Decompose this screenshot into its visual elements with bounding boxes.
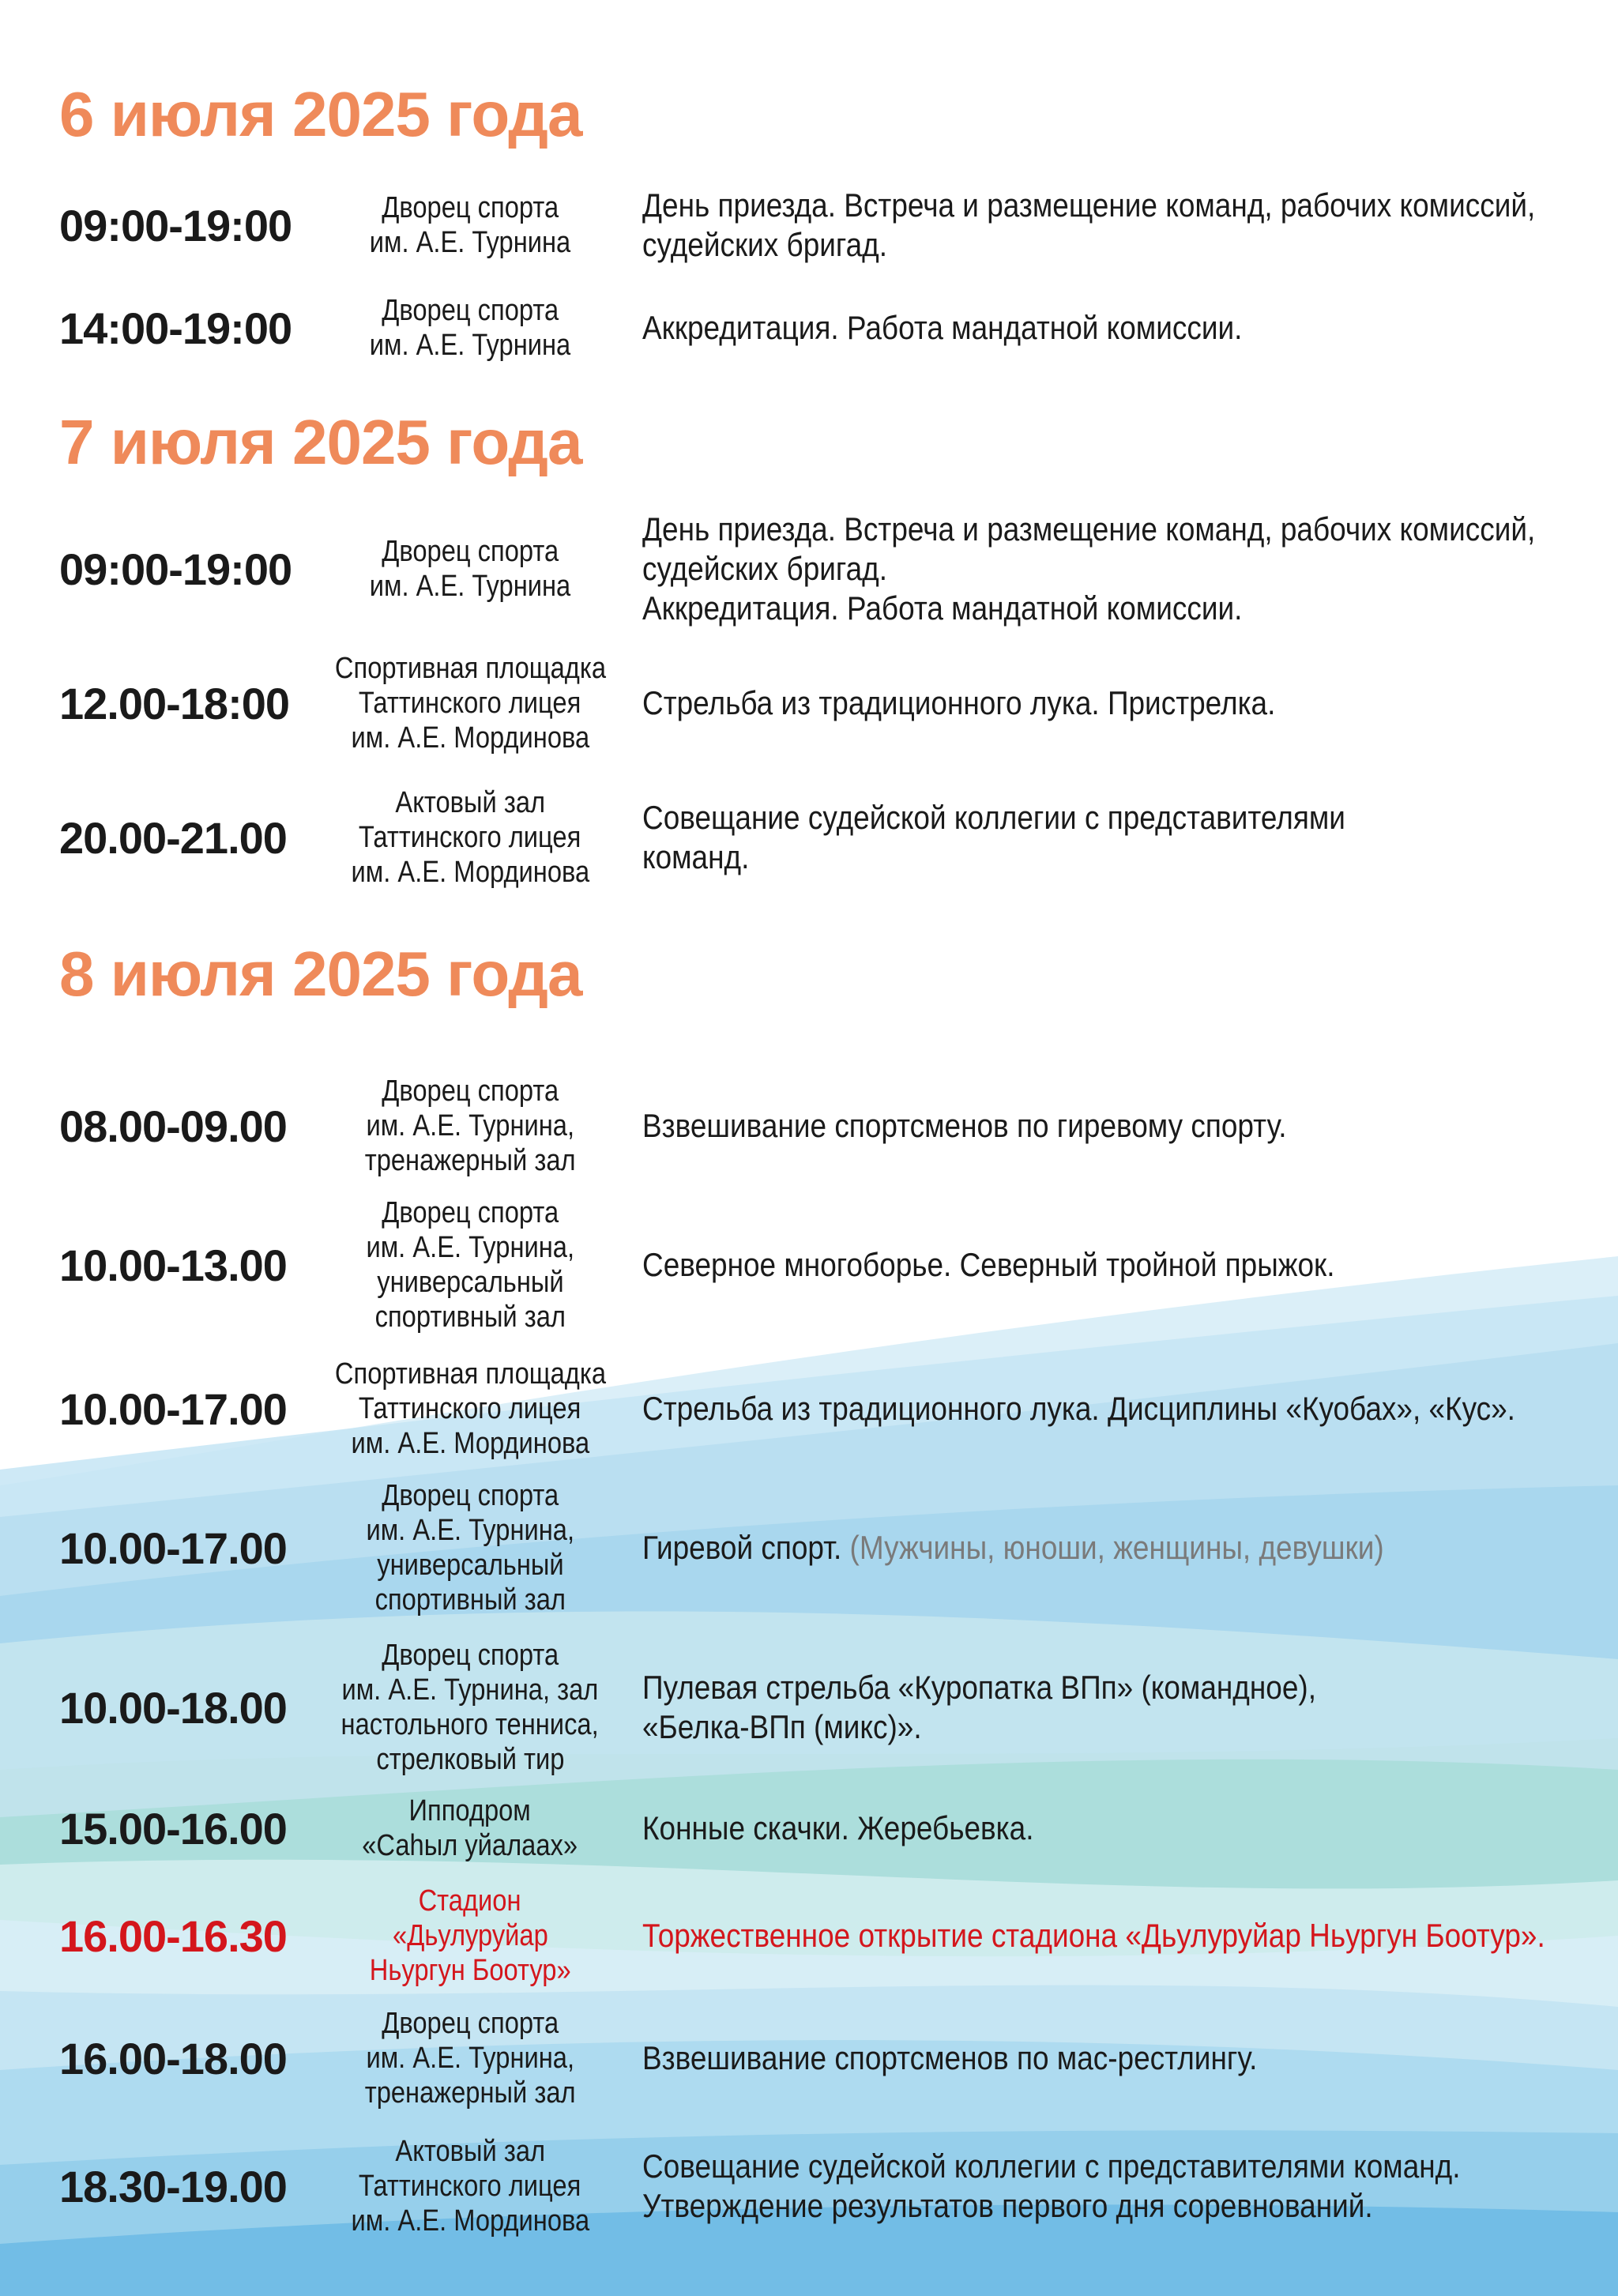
schedule-row bbox=[0, 2127, 1618, 2245]
place-line: «Саһыл уйалаах» bbox=[362, 1829, 578, 1862]
schedule-row bbox=[0, 644, 1618, 762]
schedule-row bbox=[0, 1190, 1618, 1340]
event-time: 10.00-18.00 bbox=[59, 1682, 287, 1733]
place-line: Спортивная площадка bbox=[334, 652, 606, 685]
event-place bbox=[312, 1067, 628, 1185]
place-line: Таттинского лицея bbox=[359, 2170, 581, 2203]
desc-line: Пулевая стрельба «Куропатка ВПп» (командное), bbox=[642, 1669, 1316, 1706]
desc-line: судейских бригад. bbox=[642, 226, 887, 263]
desc-line: День приезда. Встреча и размещение команд, рабочих комиссий, bbox=[642, 186, 1536, 224]
place-line: Дворец спорта bbox=[382, 1639, 559, 1672]
event-place bbox=[312, 1190, 628, 1340]
place-line: им. А.Е. Турнина, bbox=[366, 1109, 574, 1142]
event-place bbox=[312, 1999, 628, 2117]
place-line: Стадион bbox=[419, 1884, 521, 1918]
place-line: Дворец спорта bbox=[382, 1479, 559, 1512]
event-time: 18.30-19.00 bbox=[59, 2161, 287, 2211]
date-heading: 6 июля 2025 года bbox=[59, 79, 582, 149]
place-line: им. А.Е. Мординова bbox=[351, 1427, 589, 1460]
event-description bbox=[642, 506, 1590, 632]
desc-line: «Белка-ВПп (микс)». bbox=[642, 1708, 922, 1745]
place-line: Дворец спорта bbox=[382, 1196, 559, 1229]
place-line: Дворец спорта bbox=[382, 294, 559, 327]
place-line: «Дьулуруйар bbox=[392, 1919, 548, 1952]
date-heading: 8 июля 2025 года bbox=[59, 939, 582, 1009]
place-line: им. А.Е. Турнина, bbox=[366, 2042, 574, 2075]
event-time: 12.00-18:00 bbox=[59, 678, 290, 728]
event-time: 09:00-19:00 bbox=[59, 544, 292, 594]
schedule-row bbox=[0, 1473, 1618, 1623]
place-line: спортивный зал bbox=[374, 1583, 566, 1617]
event-description bbox=[642, 1190, 1590, 1340]
schedule-row bbox=[0, 1632, 1618, 1782]
place-line: Дворец спорта bbox=[382, 2007, 559, 2040]
desc-note: (Мужчины, юноши, женщины, девушки) bbox=[849, 1529, 1384, 1566]
place-line: спортивный зал bbox=[374, 1300, 566, 1334]
date-heading: 7 июля 2025 года bbox=[59, 407, 582, 477]
place-line: Дворец спорта bbox=[382, 1075, 559, 1108]
place-line: тренажерный зал bbox=[364, 2076, 576, 2110]
event-time: 10.00-13.00 bbox=[59, 1240, 287, 1290]
place-line: Дворец спорта bbox=[382, 191, 559, 224]
place-line: им. А.Е. Мординова bbox=[351, 856, 589, 889]
place-line: им. А.Е. Турнина, зал bbox=[341, 1673, 599, 1707]
event-description bbox=[642, 288, 1590, 367]
place-line: настольного тенниса, bbox=[341, 1708, 600, 1741]
desc-line: Совещание судейской коллегии с представителями bbox=[642, 799, 1345, 836]
desc-line: Стрельба из традиционного лука. Пристрелка. bbox=[642, 684, 1276, 721]
event-time: 20.00-21.00 bbox=[59, 812, 287, 863]
schedule-row bbox=[0, 288, 1618, 367]
event-place bbox=[312, 178, 628, 273]
event-description bbox=[642, 1632, 1590, 1782]
place-line: Таттинского лицея bbox=[359, 687, 581, 720]
event-description bbox=[642, 1349, 1590, 1468]
schedule-row bbox=[0, 1067, 1618, 1185]
place-line: универсальный bbox=[376, 1266, 564, 1299]
schedule-row bbox=[0, 1349, 1618, 1468]
place-line: Актовый зал bbox=[395, 2135, 545, 2168]
desc-line: День приезда. Встреча и размещение команд, рабочих комиссий, bbox=[642, 510, 1536, 548]
desc-line: команд. bbox=[642, 838, 750, 875]
desc-line: Северное многоборье. Северный тройной прыжок. bbox=[642, 1246, 1335, 1283]
schedule-row bbox=[0, 1789, 1618, 1868]
event-place bbox=[312, 778, 628, 897]
schedule-row bbox=[0, 1999, 1618, 2117]
place-line: Спортивная площадка bbox=[334, 1357, 606, 1391]
event-time: 10.00-17.00 bbox=[59, 1523, 287, 1573]
place-line: им. А.Е. Мординова bbox=[351, 721, 589, 755]
event-place bbox=[312, 288, 628, 367]
desc-line: Торжественное открытие стадиона «Дьулуруйар Ньургун Боотур». bbox=[642, 1917, 1545, 1954]
event-place bbox=[312, 2127, 628, 2245]
event-description bbox=[642, 644, 1590, 762]
schedule-row bbox=[0, 778, 1618, 897]
place-line: им. А.Е. Мординова bbox=[351, 2204, 589, 2238]
desc-line: Аккредитация. Работа мандатной комиссии. bbox=[642, 589, 1243, 627]
desc-text: Гиревой спорт. bbox=[642, 1529, 842, 1566]
place-line: тренажерный зал bbox=[364, 1144, 576, 1177]
event-description bbox=[642, 778, 1590, 897]
place-line: Ипподром bbox=[408, 1794, 532, 1827]
event-time: 09:00-19:00 bbox=[59, 200, 292, 250]
event-description bbox=[642, 1876, 1590, 1995]
event-description bbox=[642, 2127, 1590, 2245]
place-line: Таттинского лицея bbox=[359, 1392, 581, 1425]
event-description bbox=[642, 178, 1590, 273]
place-line: им. А.Е. Турнина, bbox=[366, 1514, 574, 1547]
desc-line: Конные скачки. Жеребьевка. bbox=[642, 1809, 1034, 1846]
event-time: 08.00-09.00 bbox=[59, 1101, 287, 1151]
place-line: Актовый зал bbox=[395, 786, 545, 819]
event-description bbox=[642, 1067, 1590, 1185]
event-place bbox=[312, 1473, 628, 1623]
event-place bbox=[312, 1876, 628, 1995]
place-line: Таттинского лицея bbox=[359, 821, 581, 854]
schedule-row bbox=[0, 178, 1618, 273]
desc-line: Взвешивание спортсменов по мас-рестлингу. bbox=[642, 2039, 1258, 2076]
event-time: 10.00-17.00 bbox=[59, 1383, 287, 1434]
desc-line: Утверждение результатов первого дня соревнований. bbox=[642, 2187, 1373, 2224]
place-line: им. А.Е. Турнина bbox=[369, 570, 571, 603]
event-description bbox=[642, 1999, 1590, 2117]
event-place bbox=[312, 1632, 628, 1782]
event-time: 16.00-18.00 bbox=[59, 2033, 287, 2083]
event-description bbox=[642, 1473, 1590, 1623]
desc-line bbox=[642, 1528, 1477, 1568]
desc-line: Стрельба из традиционного лука. Дисциплины «Куобах», «Кус». bbox=[642, 1390, 1515, 1427]
place-line: им. А.Е. Турнина, bbox=[366, 1231, 574, 1264]
event-place bbox=[312, 1789, 628, 1868]
place-line: стрелковый тир bbox=[375, 1743, 565, 1776]
event-time: 14:00-19:00 bbox=[59, 303, 292, 353]
desc-line: Совещание судейской коллегии с представителями команд. bbox=[642, 2147, 1461, 2185]
event-place bbox=[312, 1349, 628, 1468]
desc-line: Аккредитация. Работа мандатной комиссии. bbox=[642, 309, 1243, 346]
place-line: универсальный bbox=[376, 1549, 564, 1582]
place-line: Ньургун Боотур» bbox=[369, 1954, 571, 1987]
schedule-row-highlight bbox=[0, 1876, 1618, 1995]
event-place bbox=[312, 506, 628, 632]
event-place bbox=[312, 644, 628, 762]
desc-line: судейских бригад. bbox=[642, 550, 887, 587]
event-time: 15.00-16.00 bbox=[59, 1803, 287, 1854]
event-time: 16.00-16.30 bbox=[59, 1910, 287, 1961]
place-line: им. А.Е. Турнина bbox=[369, 226, 571, 259]
event-description bbox=[642, 1789, 1590, 1868]
place-line: им. А.Е. Турнина bbox=[369, 329, 571, 362]
place-line: Дворец спорта bbox=[382, 535, 559, 568]
desc-line: Взвешивание спортсменов по гиревому спорту. bbox=[642, 1107, 1287, 1144]
schedule-row bbox=[0, 506, 1618, 632]
